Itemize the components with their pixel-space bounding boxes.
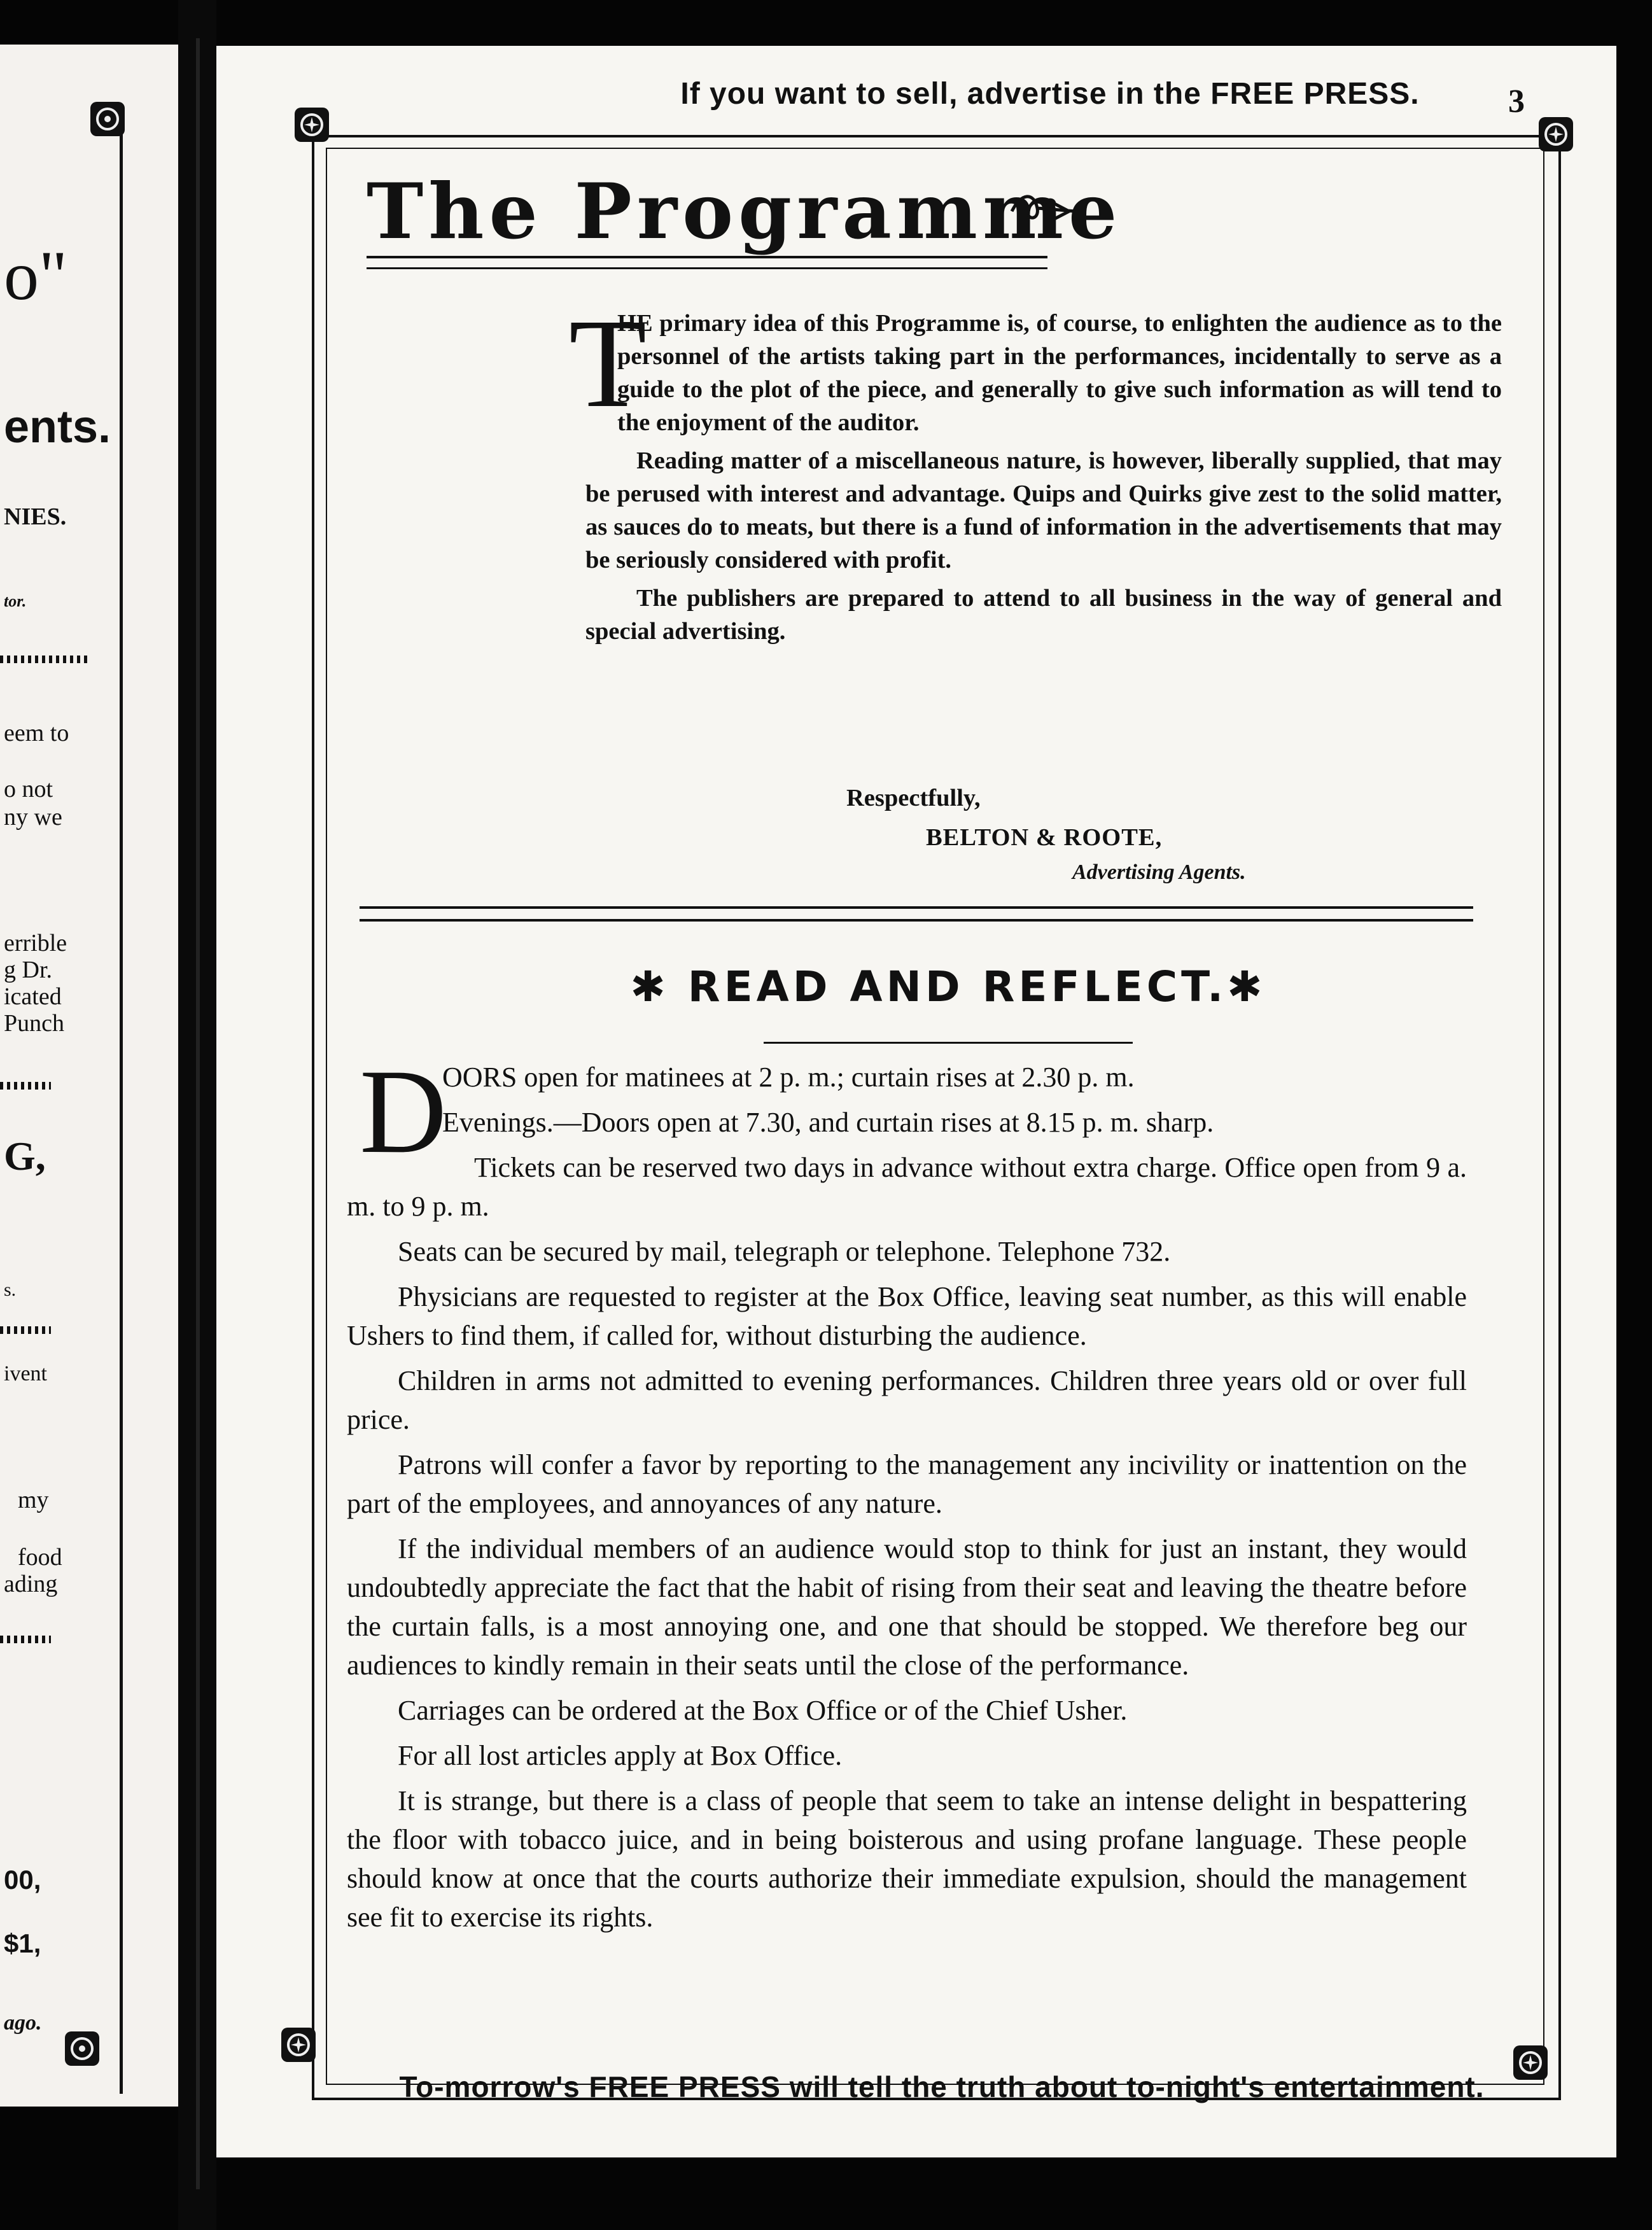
closing-salutation: Respectfully, [846, 785, 981, 811]
star-ornament-icon: ✱ [1227, 962, 1266, 1011]
fragment-text: my [18, 1487, 49, 1513]
fragment-text: 00, [4, 1865, 41, 1895]
signatory-name: BELTON & ROOTE, [926, 824, 1163, 851]
fragment-text: icated [4, 983, 62, 1010]
paragraph: Children in arms not admitted to evening performances. Children three years old or over full price. [347, 1365, 1467, 1435]
programme-page [216, 46, 1616, 2157]
page-number: 3 [1508, 83, 1525, 120]
fragment-rule [0, 1636, 51, 1643]
heading-underline [764, 1042, 1133, 1044]
fragment-rule [0, 656, 89, 663]
fragment-text: G, [4, 1133, 46, 1179]
programme-body [585, 307, 1502, 653]
drop-cap: T [569, 293, 647, 434]
paragraph: If the individual members of an audience would stop to think for just an instant, they would undoubtedly appreciate the fact that the habit of rising from their seat and leaving the theatre before the curtain falls, is a most annoying one, and one that should be stopped. We therefore beg our audiences to kindly remain in their seats until the close of the performance. [347, 1533, 1467, 1681]
fragment-text: o not [4, 776, 53, 803]
paragraph: Evenings.—Doors open at 7.30, and curtain rises at 8.15 p. m. sharp. [442, 1107, 1214, 1138]
heading-underline [367, 256, 1047, 269]
bottom-banner: To-morrow's FREE PRESS will tell the truth about to-night's entertainment. [399, 2070, 1485, 2103]
ornament-corner-icon [1537, 116, 1574, 153]
fragment-rule [0, 1326, 51, 1334]
top-banner: If you want to sell, advertise in the FREE PRESS. [680, 77, 1420, 111]
fragment-text: food [18, 1544, 62, 1571]
gutter-spine [196, 38, 200, 2189]
fragment-text: ading [4, 1571, 58, 1597]
ornament-corner-icon [280, 2026, 317, 2063]
paragraph: For all lost articles apply at Box Office. [398, 1740, 843, 1771]
drop-cap: D [360, 1045, 447, 1179]
fragment-text: tor. [4, 592, 27, 610]
fragment-text: ents. [4, 402, 111, 452]
fragment-text: $1, [4, 1928, 41, 1958]
heading-text: READ AND REFLECT. [687, 962, 1228, 1011]
fragment-text: ago. [4, 2011, 42, 2035]
ornament-corner-icon [64, 2030, 101, 2067]
star-ornament-icon: ✱ [630, 962, 688, 1011]
flourish-icon [1009, 189, 1079, 234]
paragraph: Carriages can be ordered at the Box Office or of the Chief Usher. [398, 1695, 1128, 1726]
ornament-corner-icon [89, 101, 126, 137]
fragment-text: NIES. [4, 503, 67, 530]
fragment-text: g Dr. [4, 957, 52, 983]
fragment-text: eem to [4, 720, 69, 747]
fragment-rule [0, 1082, 51, 1090]
programme-heading: The Programme [367, 167, 1123, 256]
paragraph: The publishers are prepared to attend to all business in the way of general and special advertising. [585, 585, 1502, 645]
signatory-role: Advertising Agents. [1072, 860, 1246, 884]
fragment-text: ny we [4, 804, 62, 831]
ornament-corner-icon [293, 106, 330, 143]
paragraph: Patrons will confer a favor by reporting to the management any incivility or inattention on the part of the employees, and annoyances of any nature. [347, 1449, 1467, 1519]
read-and-reflect-body [347, 1058, 1467, 1943]
fragment-text: Punch [4, 1010, 64, 1037]
paragraph: Physicians are requested to register at the Box Office, leaving seat number, as this will enable Ushers to find them, if called for, without disturbing the audience. [347, 1281, 1467, 1351]
fragment-text: errible [4, 930, 67, 957]
fragment-text: s. [4, 1279, 17, 1300]
paragraph: OORS open for matinees at 2 p. m.; curtain rises at 2.30 p. m. [442, 1062, 1135, 1093]
paragraph: Tickets can be reserved two days in advance without extra charge. Office open from 9 a. m. to 9 p. m. [347, 1152, 1467, 1222]
fragment-text: o" [4, 237, 67, 314]
paragraph: Seats can be secured by mail, telegraph or telephone. Telephone 732. [398, 1236, 1171, 1267]
read-and-reflect-heading [535, 962, 1362, 1011]
facing-page-fragment [0, 45, 178, 2107]
section-divider [360, 906, 1473, 922]
paragraph: Reading matter of a miscellaneous nature, is however, liberally supplied, that may be perused with interest and advantage. Quips and Quirks give zest to the solid matter, as sauces do to meats, but there is a fund of information in the advertisements that may be seriously considered with profit. [585, 447, 1502, 573]
book-gutter [178, 0, 216, 2230]
paragraph: It is strange, but there is a class of people that seem to take an intense delight in bespattering the floor with tobacco juice, and in being boisterous and using profane language. These people should know at once that the courts authorize their immediate expulsion, should the management see fit to exercise its rights. [347, 1785, 1467, 1933]
paragraph: HE primary idea of this Programme is, of course, to enlighten the audience as to the personnel of the artists taking part in the performances, incidentally to serve as a guide to the plot of the piece, and generally to give such information as will tend to the enjoyment of the auditor. [617, 310, 1502, 436]
fragment-text: ivent [4, 1362, 47, 1385]
